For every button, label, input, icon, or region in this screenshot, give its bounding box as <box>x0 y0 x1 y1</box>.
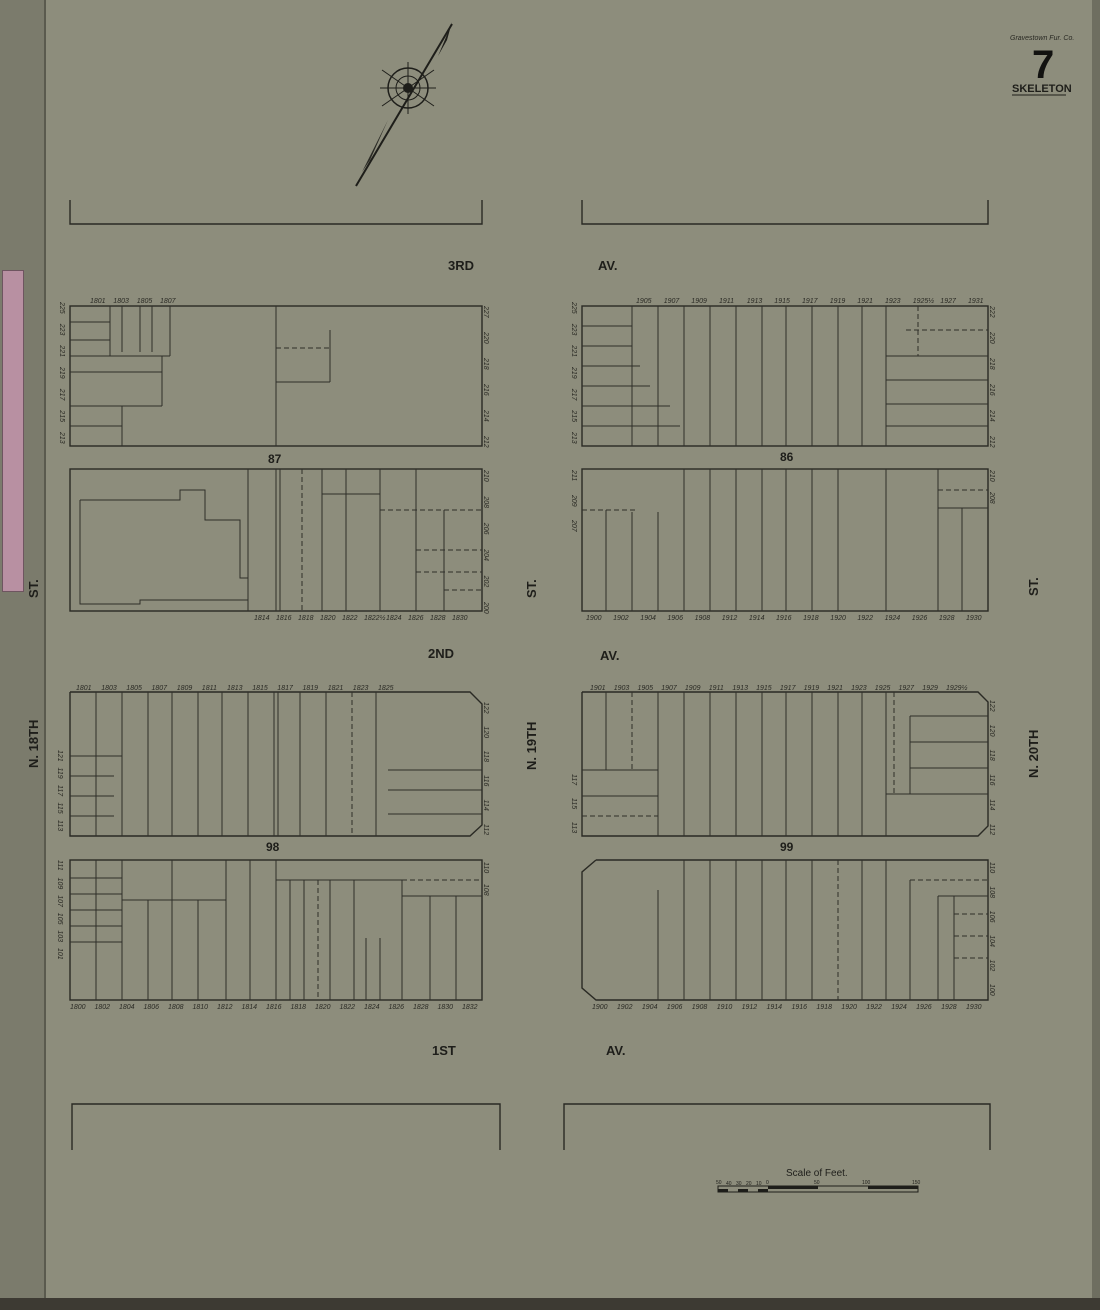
house-number: 204 <box>482 549 489 561</box>
house-number: 1917 <box>779 685 796 692</box>
house-number: 1825 <box>378 685 394 692</box>
house-number: 215 <box>58 410 65 422</box>
n19-street-label-a: ST. <box>524 579 539 598</box>
block-87-north <box>70 306 482 446</box>
house-number: 213 <box>570 432 577 444</box>
house-number: 1809 <box>176 685 193 692</box>
block-98-south <box>70 860 482 1000</box>
house-number: 1925 <box>874 685 891 692</box>
n20-street-label-a: ST. <box>1026 577 1041 596</box>
house-number: 223 <box>58 323 65 336</box>
house-number: 212 <box>482 436 489 448</box>
house-number: 1826 <box>388 1004 405 1011</box>
house-number: 1805 <box>126 685 142 692</box>
house-number: 1822½ <box>364 615 386 622</box>
house-number: 1817 <box>277 685 293 692</box>
house-number: 210 <box>988 470 995 482</box>
block-99-south <box>582 860 988 1000</box>
house-number: 1811 <box>201 685 217 692</box>
house-number: 209 <box>570 495 577 507</box>
house-number: 1821 <box>327 685 344 692</box>
house-number: 1929 <box>922 685 938 692</box>
house-number: 1923 <box>885 298 901 305</box>
house-number: 1810 <box>192 1004 209 1011</box>
house-number: 1919 <box>829 298 846 305</box>
house-number: 105 <box>56 912 63 925</box>
house-number: 1903 <box>613 685 630 692</box>
house-number: 218 <box>482 358 489 370</box>
scale-tick-10: 10 <box>756 1181 762 1187</box>
house-number: 107 <box>56 895 63 907</box>
block-number-86: 86 <box>780 450 794 464</box>
house-number: 1818 <box>298 615 314 622</box>
house-number: 1906 <box>666 1004 683 1011</box>
house-number: 1801 <box>90 298 106 305</box>
house-number: 1830 <box>437 1004 454 1011</box>
house-number: 1802 <box>94 1004 111 1011</box>
house-number: 1900 <box>586 615 602 622</box>
house-number: 1925½ <box>912 298 935 305</box>
house-number: 1905 <box>637 685 654 692</box>
house-number: 1807 <box>151 685 168 692</box>
house-number: 1814 <box>254 615 270 622</box>
house-number: 1920 <box>830 615 846 622</box>
house-number: 101 <box>56 948 63 960</box>
house-number: 1911 <box>708 685 724 692</box>
house-number: 108 <box>988 886 995 899</box>
house-number: 222 <box>988 306 995 318</box>
house-number: 1918 <box>816 1004 832 1011</box>
house-number: 112 <box>988 824 995 836</box>
house-number: 1902 <box>616 1004 633 1011</box>
compass-rose <box>356 22 452 186</box>
house-number: 1808 <box>168 1004 184 1011</box>
house-number: 1922 <box>857 615 873 622</box>
house-number: 102 <box>988 959 995 972</box>
house-number: 110 <box>988 862 995 874</box>
house-number: 1824 <box>386 615 402 622</box>
house-number: 1922 <box>866 1004 882 1011</box>
house-number: 116 <box>988 774 995 786</box>
house-number: 1904 <box>640 615 656 622</box>
house-number: 121 <box>56 750 63 762</box>
scale-tick-150: 150 <box>912 1180 921 1186</box>
page-number: 7 <box>1032 43 1055 87</box>
house-number: 202 <box>482 575 489 588</box>
scale-tick-20: 20 <box>746 1181 752 1187</box>
house-number: 120 <box>482 726 489 739</box>
house-number: 1812 <box>217 1004 233 1011</box>
house-number: 109 <box>56 877 63 890</box>
house-number: 1909 <box>684 685 701 692</box>
house-number: 215 <box>570 410 577 422</box>
house-number: 1820 <box>315 1004 331 1011</box>
house-number: 225 <box>58 302 65 314</box>
block-86-south <box>582 469 988 611</box>
house-number: 217 <box>58 388 65 401</box>
house-number: 117 <box>570 774 577 786</box>
house-number: 104 <box>988 935 995 947</box>
scale-tick-50b: 50 <box>814 1180 820 1186</box>
house-number: 1816 <box>266 1004 282 1011</box>
house-number: 1905 <box>636 298 652 305</box>
house-number: 1815 <box>252 685 268 692</box>
house-number: 220 <box>988 332 995 344</box>
n20-street-label-b: N. 20TH <box>1026 729 1041 778</box>
house-number: 1901 <box>590 685 606 692</box>
house-number: 1907 <box>663 298 680 305</box>
house-number: 1931 <box>968 298 984 305</box>
house-number: 1910 <box>716 1004 733 1011</box>
header-small-text: Gravestown Fur. Co. <box>1010 35 1075 42</box>
block-86-north <box>582 306 988 446</box>
house-number: 1928 <box>941 1004 957 1011</box>
house-number: 1822 <box>339 1004 356 1011</box>
house-number: 1820 <box>320 615 336 622</box>
house-number: 1913 <box>732 685 748 692</box>
house-number: 117 <box>56 785 63 797</box>
house-number: 1828 <box>413 1004 429 1011</box>
house-number: 1912 <box>721 615 738 622</box>
house-number: 1803 <box>101 685 117 692</box>
house-number: 218 <box>988 358 995 370</box>
house-number: 214 <box>482 410 489 422</box>
house-number: 206 <box>482 522 489 535</box>
house-number: 1927 <box>940 298 956 305</box>
house-number: 1929½ <box>946 685 968 692</box>
house-number: 219 <box>570 367 577 379</box>
block-98-north <box>70 692 482 836</box>
house-number: 1930 <box>966 1004 982 1011</box>
house-number: 1930 <box>966 615 982 622</box>
third-avenue-label-b: AV. <box>598 258 618 273</box>
house-number: 207 <box>570 520 577 532</box>
house-number: 220 <box>482 332 489 344</box>
house-number: 110 <box>482 862 489 874</box>
house-number: 213 <box>58 432 65 444</box>
house-number: 115 <box>570 798 577 810</box>
block-number-99: 99 <box>780 840 794 854</box>
house-number: 1909 <box>691 298 707 305</box>
house-number: 1822 <box>342 615 358 622</box>
house-number: 1924 <box>891 1004 907 1011</box>
house-number: 1926 <box>911 615 928 622</box>
house-number: 216 <box>482 384 489 396</box>
house-number: 120 <box>988 724 995 737</box>
house-number: 1908 <box>691 1004 708 1011</box>
house-number: 1805 <box>136 298 153 305</box>
house-number: 122 <box>482 702 489 714</box>
house-number: 217 <box>570 388 577 401</box>
scale-tick-0: 0 <box>766 1180 769 1186</box>
n19-street-label-b: N. 19TH <box>524 721 539 770</box>
house-number: 1912 <box>741 1004 758 1011</box>
house-number: 200 <box>482 602 489 614</box>
block-number-98: 98 <box>266 840 280 854</box>
sheet-subtitle: SKELETON <box>1012 83 1072 95</box>
house-number: 1902 <box>613 615 629 622</box>
house-number: 1911 <box>719 298 735 305</box>
house-number: 1906 <box>667 615 683 622</box>
house-number: 112 <box>482 824 489 836</box>
house-number: 208 <box>988 492 995 504</box>
house-number: 116 <box>482 775 489 787</box>
house-number: 1824 <box>364 1004 380 1011</box>
house-number: 1908 <box>694 615 711 622</box>
house-number: 1904 <box>641 1004 658 1011</box>
second-avenue-label-b: AV. <box>600 648 620 663</box>
house-number: 1806 <box>143 1004 160 1011</box>
house-number: 1832 <box>462 1004 478 1011</box>
house-number: 122 <box>988 700 995 712</box>
house-number: 219 <box>58 367 65 379</box>
block-99-north <box>582 692 988 836</box>
third-avenue-label-a: 3RD <box>448 258 475 273</box>
house-number: 221 <box>570 345 577 357</box>
house-number: 208 <box>482 496 489 509</box>
house-number: 118 <box>482 750 489 762</box>
house-number: 1816 <box>276 615 292 622</box>
house-number: 1926 <box>916 1004 932 1011</box>
house-number: 212 <box>988 436 995 448</box>
house-number: 1807 <box>160 298 176 305</box>
house-number: 1914 <box>748 615 765 622</box>
house-number: 216 <box>988 384 995 396</box>
house-number: 225 <box>570 302 577 314</box>
first-avenue-label-b: AV. <box>606 1043 626 1058</box>
first-avenue-label-a: 1ST <box>432 1043 456 1058</box>
house-number: 1818 <box>290 1004 307 1011</box>
house-number: 1916 <box>791 1004 808 1011</box>
house-number: 118 <box>988 749 995 761</box>
house-number: 108 <box>482 884 489 896</box>
scale-tick-50a: 50 <box>716 1180 722 1186</box>
house-number: 114 <box>988 799 995 811</box>
house-number: 1921 <box>827 685 843 692</box>
house-number: 1915 <box>774 298 790 305</box>
block-87-south <box>70 469 482 611</box>
house-number: 1900 <box>592 1004 608 1011</box>
house-number: 103 <box>56 930 63 943</box>
house-number: 114 <box>482 799 489 811</box>
house-number: 1907 <box>661 685 677 692</box>
house-number: 210 <box>482 470 489 482</box>
scale-title: Scale of Feet. <box>786 1168 848 1179</box>
house-number: 214 <box>988 410 995 422</box>
house-number: 115 <box>56 802 63 814</box>
house-number: 211 <box>570 470 577 482</box>
scale-tick-30: 30 <box>736 1181 742 1187</box>
house-number: 113 <box>56 820 63 832</box>
house-number: 111 <box>56 860 63 871</box>
house-number: 1803 <box>113 298 129 305</box>
street-line-third-av <box>70 200 988 224</box>
sheet-header <box>1010 35 1074 95</box>
house-number: 1918 <box>803 615 819 622</box>
second-avenue-label-a: 2ND <box>428 646 455 661</box>
house-number: 1913 <box>746 298 763 305</box>
house-number: 1917 <box>802 298 818 305</box>
house-number: 1804 <box>119 1004 135 1011</box>
house-number: 1921 <box>857 298 873 305</box>
house-number: 1814 <box>241 1004 258 1011</box>
house-number: 1916 <box>776 615 792 622</box>
scale-tick-100: 100 <box>862 1180 871 1186</box>
house-number: 1915 <box>756 685 772 692</box>
block-number-87: 87 <box>268 452 282 466</box>
n18-street-label-a: ST. <box>26 579 41 598</box>
house-number: 1927 <box>898 685 915 692</box>
house-number: 1924 <box>884 615 901 622</box>
house-number: 1823 <box>352 685 369 692</box>
house-number: 1801 <box>76 685 92 692</box>
house-number: 1830 <box>452 615 468 622</box>
house-number: 1919 <box>803 685 820 692</box>
house-number: 1800 <box>70 1004 86 1011</box>
house-number: 1923 <box>851 685 867 692</box>
house-number: 227 <box>482 306 489 318</box>
house-number: 1828 <box>430 615 446 622</box>
house-number: 100 <box>988 984 995 996</box>
house-number: 1819 <box>302 685 319 692</box>
house-numbers <box>56 297 995 1011</box>
house-number: 1813 <box>227 685 243 692</box>
house-number: 1914 <box>766 1004 783 1011</box>
scale-tick-40: 40 <box>726 1181 732 1187</box>
house-number: 113 <box>570 822 577 834</box>
house-number: 1920 <box>841 1004 857 1011</box>
house-number: 1826 <box>408 615 424 622</box>
house-number: 1928 <box>938 615 955 622</box>
house-number: 119 <box>56 767 63 779</box>
house-number: 221 <box>58 345 65 357</box>
house-number: 106 <box>988 910 995 923</box>
scale-bar <box>716 1168 921 1192</box>
house-number: 223 <box>570 323 577 336</box>
n18-street-label-b: N. 18TH <box>26 719 41 768</box>
street-line-first-av <box>72 1104 990 1150</box>
